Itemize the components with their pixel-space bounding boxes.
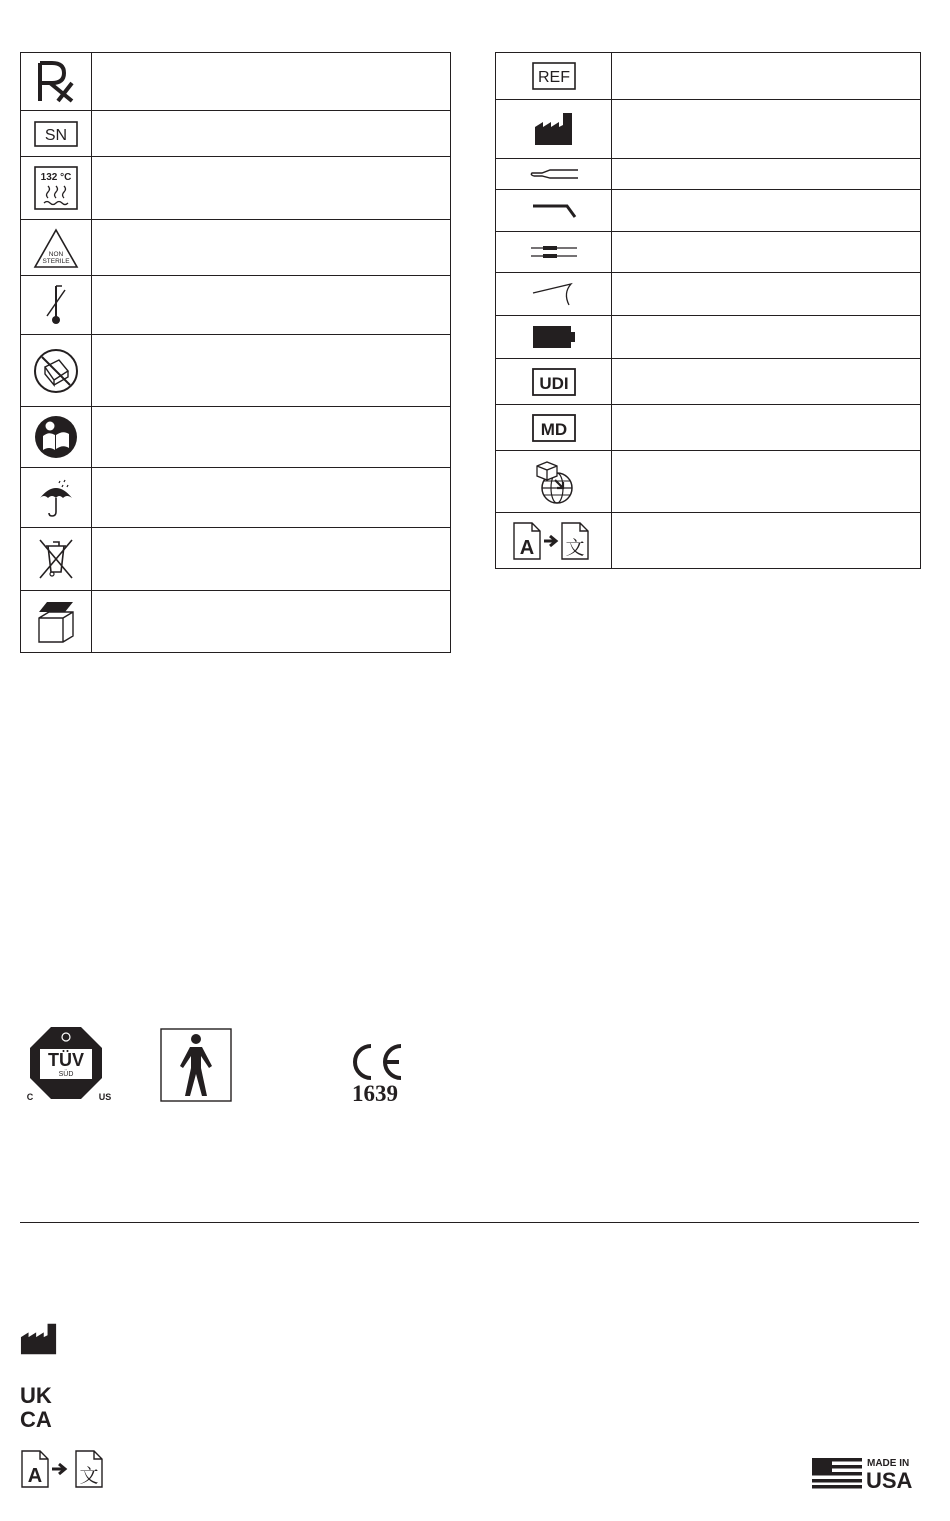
footer-manufacturer-icon xyxy=(20,1321,58,1357)
importer-icon xyxy=(531,458,577,506)
symbol-row xyxy=(496,405,921,451)
bipolar-cord-icon xyxy=(529,242,579,262)
non-label: NON xyxy=(48,250,64,258)
footer-translation-label-b: 文 xyxy=(79,1466,99,1487)
symbol-icon-cell xyxy=(21,407,92,468)
symbol-description xyxy=(92,407,451,468)
symbol-description xyxy=(612,159,921,190)
ukca-line2: CA xyxy=(20,1407,52,1430)
symbol-row xyxy=(21,528,451,591)
footer-translation-label-a: A xyxy=(27,1465,43,1487)
serial-number-icon xyxy=(34,121,78,147)
reference-number-icon xyxy=(532,62,576,90)
symbol-row xyxy=(21,157,451,220)
do-not-use-if-damaged-icon xyxy=(32,347,80,395)
symbol-description xyxy=(92,335,451,407)
udi-icon xyxy=(532,368,576,396)
symbol-icon-cell xyxy=(496,190,612,232)
symbol-description xyxy=(92,220,451,276)
symbol-description xyxy=(612,451,921,513)
symbol-icon-cell xyxy=(21,591,92,653)
symbol-row xyxy=(496,190,921,232)
manufacturer-icon xyxy=(534,111,574,147)
usa-label: USA xyxy=(866,1468,913,1489)
symbol-row xyxy=(496,316,921,359)
hook-tip-icon xyxy=(529,279,579,309)
symbol-icon-cell xyxy=(21,220,92,276)
battery-icon xyxy=(531,324,577,350)
translation-icon xyxy=(512,521,596,561)
temperature-limit-icon xyxy=(41,282,71,328)
symbol-description xyxy=(612,405,921,451)
symbol-icon-cell xyxy=(496,359,612,405)
symbol-description xyxy=(92,468,451,528)
blade-tip-icon xyxy=(528,167,580,181)
symbol-description xyxy=(612,316,921,359)
type-bf-applied-part-icon xyxy=(160,1028,232,1102)
made-in-usa-mark xyxy=(812,1455,920,1489)
symbol-row xyxy=(496,359,921,405)
symbol-icon-cell xyxy=(21,157,92,220)
symbol-icon-cell xyxy=(496,53,612,100)
sterilization-temperature-icon xyxy=(34,166,78,210)
translation-label-a: A xyxy=(519,536,534,559)
temp-label: 132 °C xyxy=(40,172,72,183)
angled-tip-icon xyxy=(529,201,579,221)
symbol-description xyxy=(612,359,921,405)
symbol-icon-cell xyxy=(496,316,612,359)
us-flag-icon xyxy=(812,1458,862,1489)
sterile-label: STERILE xyxy=(42,257,70,265)
symbol-description xyxy=(92,591,451,653)
ce-notified-body-number: 1639 xyxy=(352,1081,398,1104)
ref-label: REF xyxy=(537,69,570,86)
symbol-description xyxy=(92,157,451,220)
symbol-icon-cell xyxy=(21,468,92,528)
symbol-description xyxy=(92,53,451,111)
symbol-icon-cell xyxy=(496,451,612,513)
symbol-description xyxy=(612,53,921,100)
made-in-label: MADE IN xyxy=(867,1458,910,1469)
symbol-description xyxy=(612,513,921,569)
tuv-sud-certification-mark xyxy=(26,1023,116,1103)
symbol-row xyxy=(496,232,921,273)
footer-divider xyxy=(20,1222,919,1223)
symbol-description xyxy=(92,111,451,157)
symbol-row xyxy=(496,53,921,100)
tuv-us-label: US xyxy=(98,1092,112,1102)
symbol-row xyxy=(21,220,451,276)
symbol-row xyxy=(21,468,451,528)
md-label: MD xyxy=(540,419,567,439)
symbol-table-left xyxy=(20,52,451,653)
sn-label: SN xyxy=(44,126,68,144)
tuv-c-label: C xyxy=(26,1092,34,1102)
symbol-row xyxy=(496,513,921,569)
symbol-row xyxy=(21,111,451,157)
symbol-row xyxy=(21,276,451,335)
medical-device-icon xyxy=(532,414,576,442)
symbol-icon-cell xyxy=(21,276,92,335)
symbol-row xyxy=(496,159,921,190)
symbol-icon-cell xyxy=(496,405,612,451)
rx-icon xyxy=(34,59,78,105)
symbol-row xyxy=(21,53,451,111)
tuv-main-label: TÜV xyxy=(48,1050,84,1070)
consult-instructions-icon xyxy=(33,414,79,460)
symbol-row xyxy=(496,100,921,159)
symbol-row xyxy=(21,591,451,653)
symbol-icon-cell xyxy=(21,111,92,157)
symbol-description xyxy=(92,276,451,335)
symbol-icon-cell xyxy=(21,335,92,407)
symbol-icon-cell xyxy=(496,273,612,316)
symbol-description xyxy=(612,232,921,273)
symbol-icon-cell xyxy=(496,513,612,569)
footer-translation-icon xyxy=(20,1449,108,1489)
symbol-icon-cell xyxy=(21,53,92,111)
symbol-description xyxy=(92,528,451,591)
ukca-line1: UK xyxy=(20,1384,52,1408)
symbol-description xyxy=(612,100,921,159)
symbol-table-right xyxy=(495,52,921,569)
non-sterile-icon xyxy=(33,227,79,269)
symbol-row xyxy=(496,273,921,316)
symbol-row xyxy=(21,335,451,407)
symbol-description xyxy=(612,273,921,316)
symbol-icon-cell xyxy=(496,232,612,273)
tuv-sub-label: SÜD xyxy=(58,1071,74,1078)
symbol-description xyxy=(612,190,921,232)
symbol-row xyxy=(496,451,921,513)
ukca-mark xyxy=(18,1384,64,1430)
symbol-icon-cell xyxy=(496,159,612,190)
contents-box-icon xyxy=(33,598,79,646)
udi-label: UDI xyxy=(538,373,569,393)
ce-mark xyxy=(345,1040,407,1104)
translation-label-b: 文 xyxy=(564,537,585,559)
weee-disposal-icon xyxy=(34,536,78,582)
keep-dry-icon xyxy=(34,476,78,520)
symbol-row xyxy=(21,407,451,468)
symbol-icon-cell xyxy=(496,100,612,159)
symbol-icon-cell xyxy=(21,528,92,591)
